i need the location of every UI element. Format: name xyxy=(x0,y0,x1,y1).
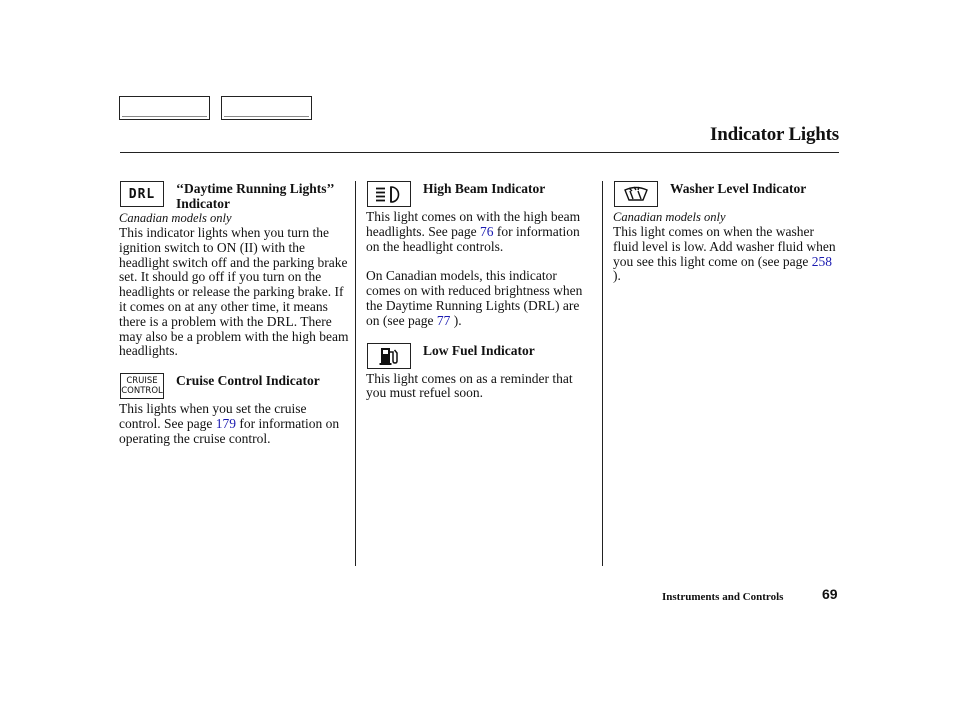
drl-description: This indicator lights when you turn the ignition switch to ON (II) with the headlight switch off and the parking brake set. It should go off if you turn on the headlights or release the parking brake. If it comes on at any other time, it means there is a problem with the DRL. There may also be a problem with the high beam headlights. xyxy=(119,225,349,359)
page-link-77[interactable]: 77 xyxy=(436,312,451,328)
drl-section-heading xyxy=(119,180,349,211)
high-beam-title: High Beam Indicator xyxy=(423,181,546,196)
drl-icon: DRL xyxy=(120,181,164,207)
washer-description: This light comes on when the washer fluid level is low. Add washer fluid when you see this light come on (see page 258 ). xyxy=(613,224,836,284)
low-fuel-section-heading xyxy=(366,342,594,372)
washer-section-heading xyxy=(613,180,841,210)
fuel-pump-icon xyxy=(367,343,411,369)
washer-fluid-icon xyxy=(614,181,658,207)
washer-title: Washer Level Indicator xyxy=(670,181,807,196)
cruise-control-icon: CRUISE CONTROL xyxy=(120,373,164,399)
washer-note: Canadian models only xyxy=(613,210,726,224)
title-divider xyxy=(120,152,839,153)
page-number: 69 xyxy=(822,586,838,602)
page-link-76[interactable]: 76 xyxy=(479,223,494,239)
page-link-258[interactable]: 258 xyxy=(811,253,832,269)
high-beam-icon xyxy=(367,181,411,207)
high-beam-description: This light comes on with the high beam headlights. See page 76 for information on the headlight controls. xyxy=(366,209,581,254)
column-3 xyxy=(613,180,841,284)
drl-title: ‘‘Daytime Running Lights’’ Indicator xyxy=(176,181,334,211)
washer-fluid-icon-glyph xyxy=(623,185,649,203)
cruise-title: Cruise Control Indicator xyxy=(176,373,320,389)
column-1 xyxy=(119,180,349,447)
previous-page-button[interactable] xyxy=(119,96,210,120)
footer-section-name: Instruments and Controls xyxy=(662,591,784,603)
drl-note: Canadian models only xyxy=(119,211,232,225)
column-divider xyxy=(355,181,356,566)
high-beam-icon-glyph xyxy=(374,185,404,203)
fuel-pump-icon-glyph xyxy=(378,346,400,366)
page-link-179[interactable]: 179 xyxy=(215,415,236,431)
low-fuel-title: Low Fuel Indicator xyxy=(423,342,535,358)
high-beam-section-heading xyxy=(366,180,594,210)
column-divider xyxy=(602,181,603,566)
page-title: Indicator Lights xyxy=(710,124,839,145)
cruise-description: This lights when you set the cruise control. See page 179 for information on operating the cruise control. xyxy=(119,401,340,446)
next-page-button[interactable] xyxy=(221,96,312,120)
low-fuel-description: This light comes on as a reminder that you must refuel soon. xyxy=(366,370,573,401)
high-beam-canadian-description: On Canadian models, this indicator comes on with reduced brightness when the Daytime Running Lights (DRL) are on (see page 77 ). xyxy=(366,268,583,328)
column-2 xyxy=(366,180,594,401)
cruise-section-heading xyxy=(119,372,349,402)
